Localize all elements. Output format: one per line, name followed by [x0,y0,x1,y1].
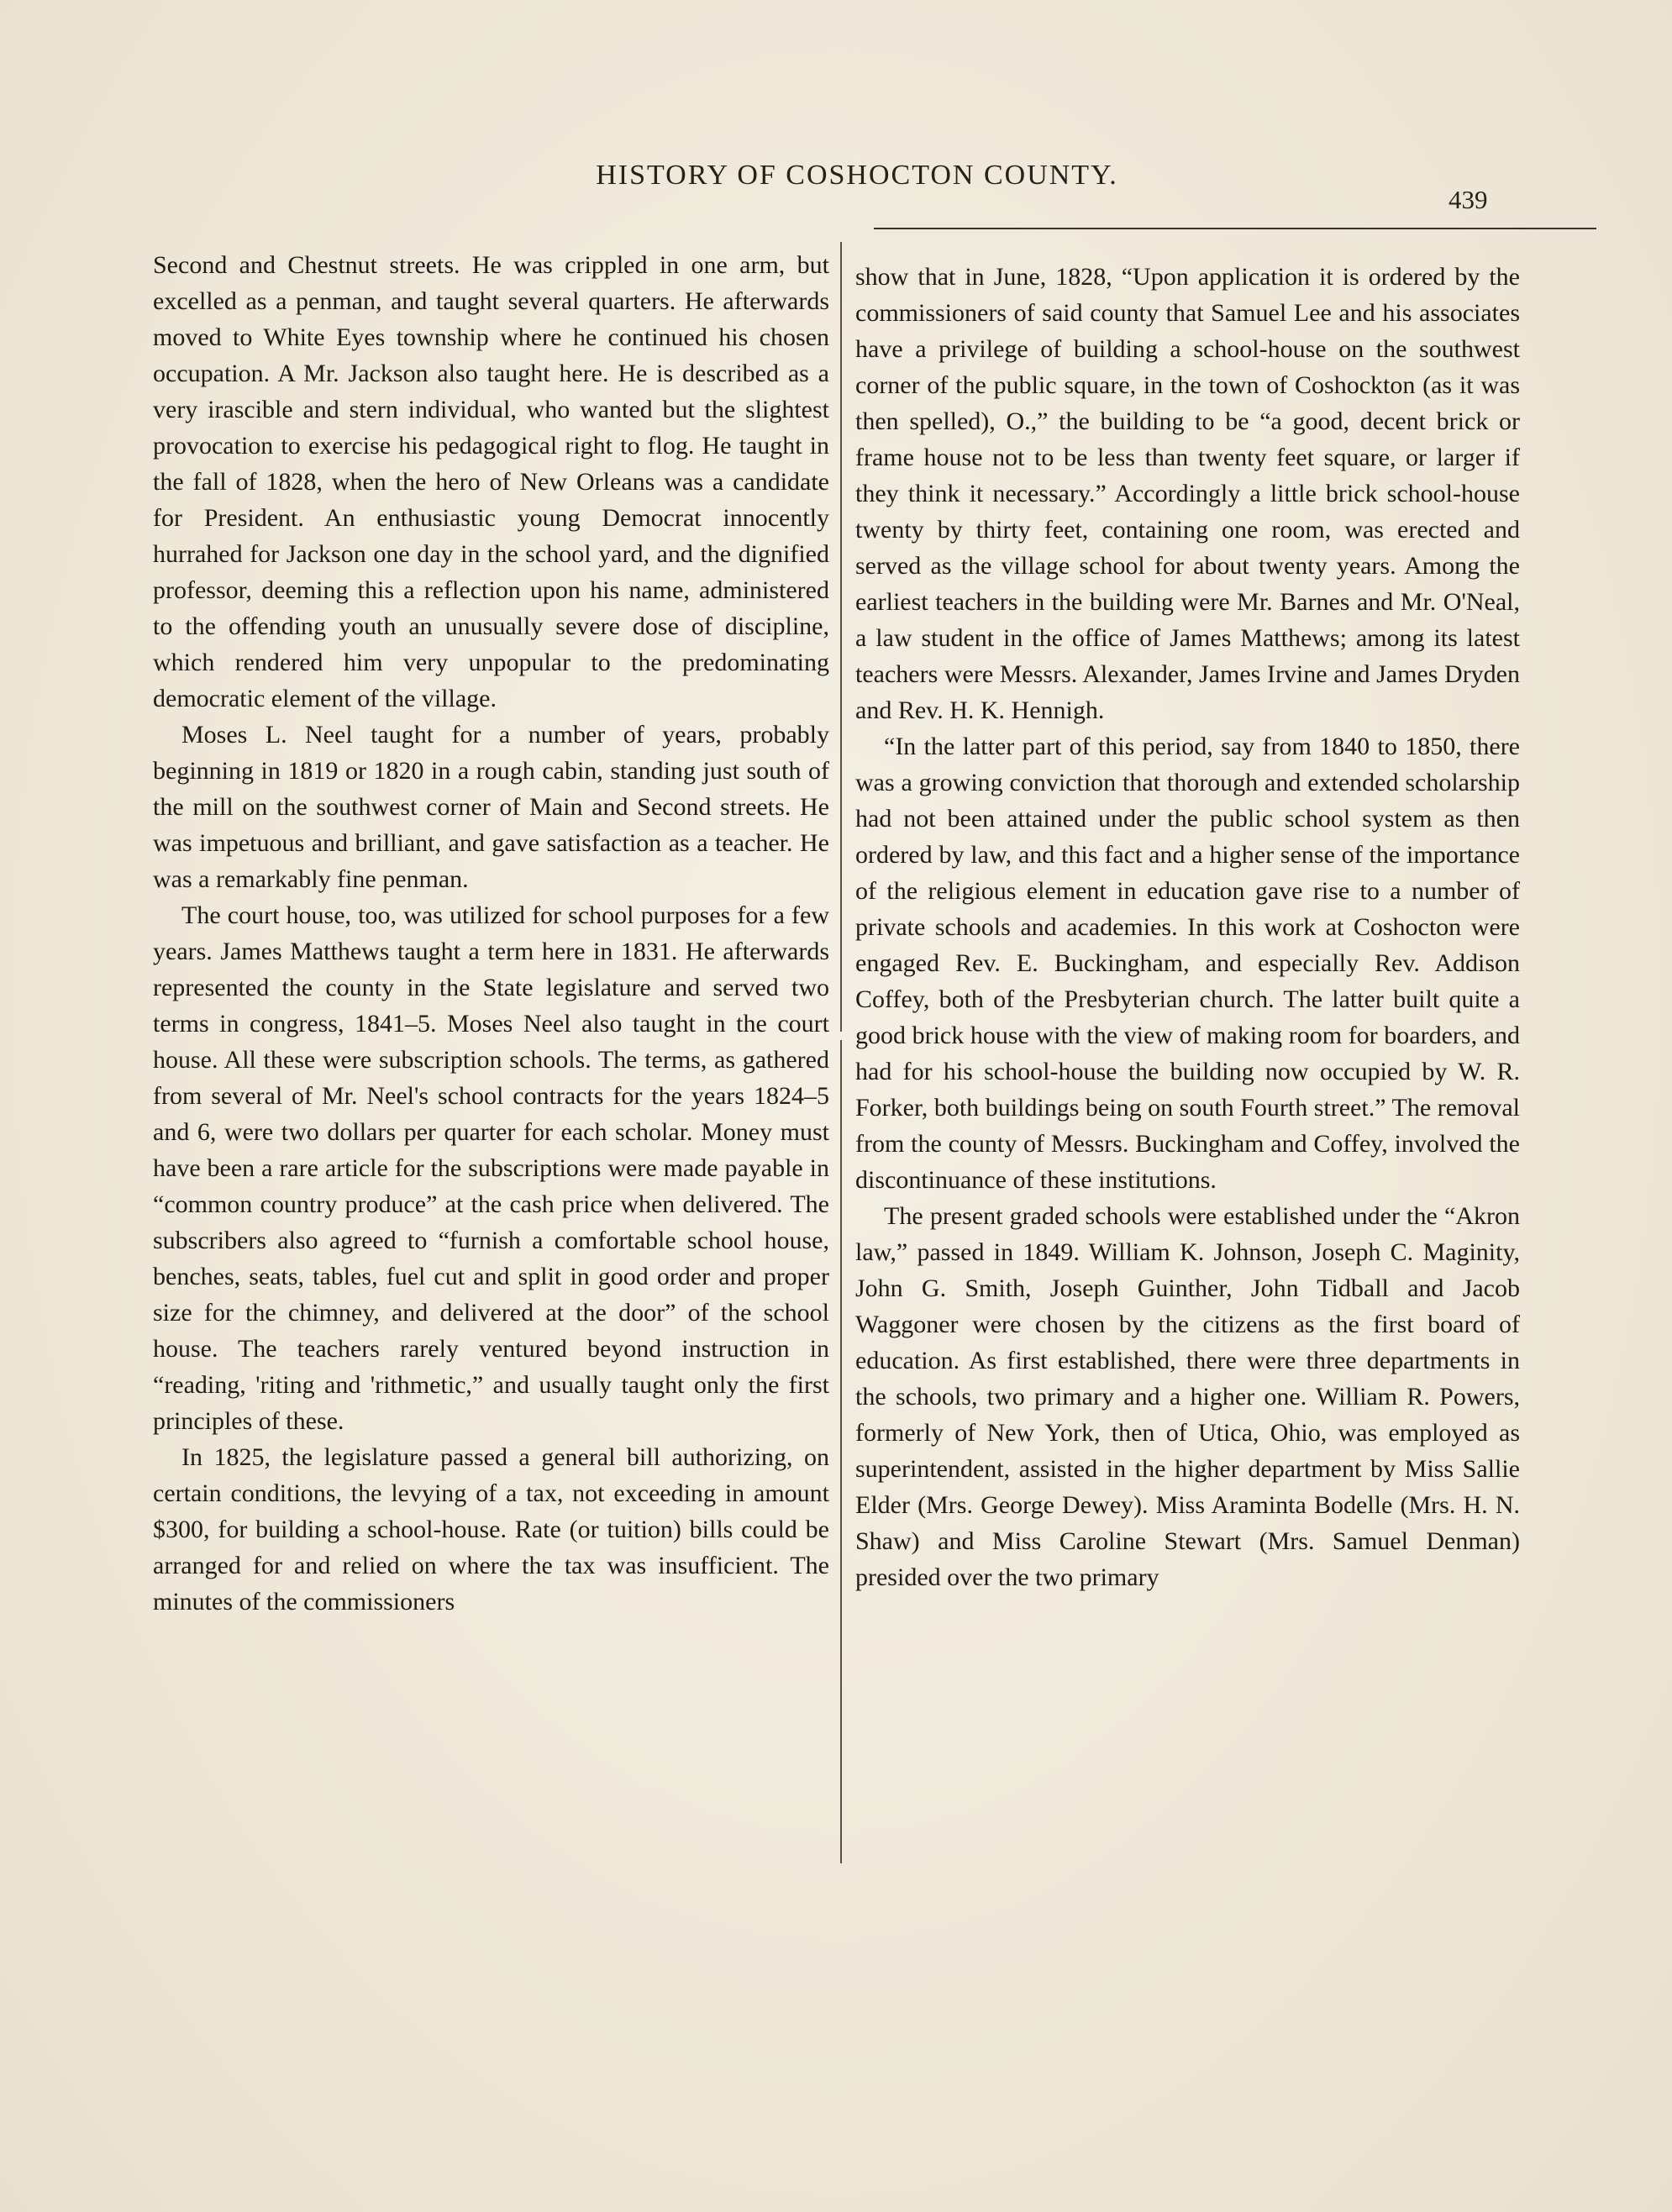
paragraph: “In the latter part of this period, say from 1840 to 1850, there was a growing conviction that thorough and extended scholarship had not been attained under the public school system as then ordered by law, and this fact and a higher sense of the importance of the religious element in education gave rise to a number of private schools and academies. In this work at Coshocton were engaged Rev. E. Buckingham, and especially Rev. Addison Coffey, both of the Presbyterian church. The latter built quite a good brick house with the view of making room for boarders, and had for his school-house the building now occupied by W. R. Forker, both buildings being on south Fourth street.” The removal from the county of Messrs. Buckingham and Coffey, involved the discontinuance of these institutions. [855,733,1520,1194]
paragraph: Moses L. Neel taught for a number of years, probably beginning in 1819 or 1820 in a rough cabin, standing just south of the mill on the southwest corner of Main and Second streets. He was impetuous and brilliant, and gave satisfaction as a teacher. He was a remarkably fine penman. [153,721,829,893]
header-rule [874,228,1596,229]
left-column [153,247,829,1620]
running-title: HISTORY OF COSHOCTON COUNTY. [596,160,1118,191]
right-column [855,259,1520,1595]
paragraph: Second and Chestnut streets. He was crippled in one arm, but excelled as a penman, and taught several quarters. He afterwards moved to White Eyes township where he continued his chosen occupation. A Mr. Jackson also taught here. He is described as a very irascible and stern individual, who wanted but the slightest provocation to exercise his pedagogical right to flog. He taught in the fall of 1828, when the hero of New Orleans was a candidate for President. An enthusiastic young Democrat innocently hurrahed for Jackson one day in the school yard, and the dignified professor, deeming this a reflection upon his name, administered to the offending youth an unusually severe dose of discipline, which rendered him very unpopular to the predominating democratic element of the village. [153,251,829,712]
paragraph: The present graded schools were established under the “Akron law,” passed in 1849. William K. Johnson, Joseph C. Maginity, John G. Smith, Joseph Guinther, John Tidball and Jacob Waggoner were chosen by the citizens as the first board of education. As first established, there were three departments in the schools, two primary and a higher one. William R. Powers, formerly of New York, then of Utica, Ohio, was employed as superintendent, assisted in the higher department by Miss Sallie Elder (Mrs. George Dewey). Miss Araminta Bodelle (Mrs. H. N. Shaw) and Miss Caroline Stewart (Mrs. Samuel Denman) presided over the two primary [855,1202,1520,1591]
paragraph: In 1825, the legislature passed a general bill authorizing, on certain conditions, the levying of a tax, not exceeding in amount $300, for building a school-house. Rate (or tuition) bills could be arranged for and relied on where the tax was insufficient. The minutes of the commissioners [153,1443,829,1616]
column-divider [840,242,842,1032]
paragraph: show that in June, 1828, “Upon application it is ordered by the commissioners of said county that Samuel Lee and his associates have a privilege of building a school-house on the southwest corner of the public square, in the town of Coshockton (as it was then spelled), O.,” the building to be “a good, decent brick or frame house not to be less than twenty feet square, or larger if they think it necessary.” Accordingly a little brick school-house twenty by thirty feet, containing one room, was erected and served as the village school for about twenty years. Among the earliest teachers in the building were Mr. Barnes and Mr. O'Neal, a law student in the office of James Matthews; among its latest teachers were Messrs. Alexander, James Irvine and James Dryden and Rev. H. K. Hennigh. [855,263,1520,724]
column-divider [840,1040,842,1863]
paragraph: The court house, too, was utilized for school purposes for a few years. James Matthews taught a term here in 1831. He afterwards represented the county in the State legislature and served two terms in congress, 1841–5. Moses Neel also taught in the court house. All these were subscription schools. The terms, as gathered from several of Mr. Neel's school contracts for the years 1824–5 and 6, were two dollars per quarter for each scholar. Money must have been a rare article for the subscriptions were made payable in “common country produce” at the cash price when delivered. The subscribers also agreed to “furnish a comfortable school house, benches, seats, tables, fuel cut and split in good order and proper size for the chimney, and delivered at the door” of the school house. The teachers rarely ventured beyond instruction in “reading, 'riting and 'rithmetic,” and usually taught only the first principles of these. [153,901,829,1435]
page-number: 439 [1449,185,1488,214]
